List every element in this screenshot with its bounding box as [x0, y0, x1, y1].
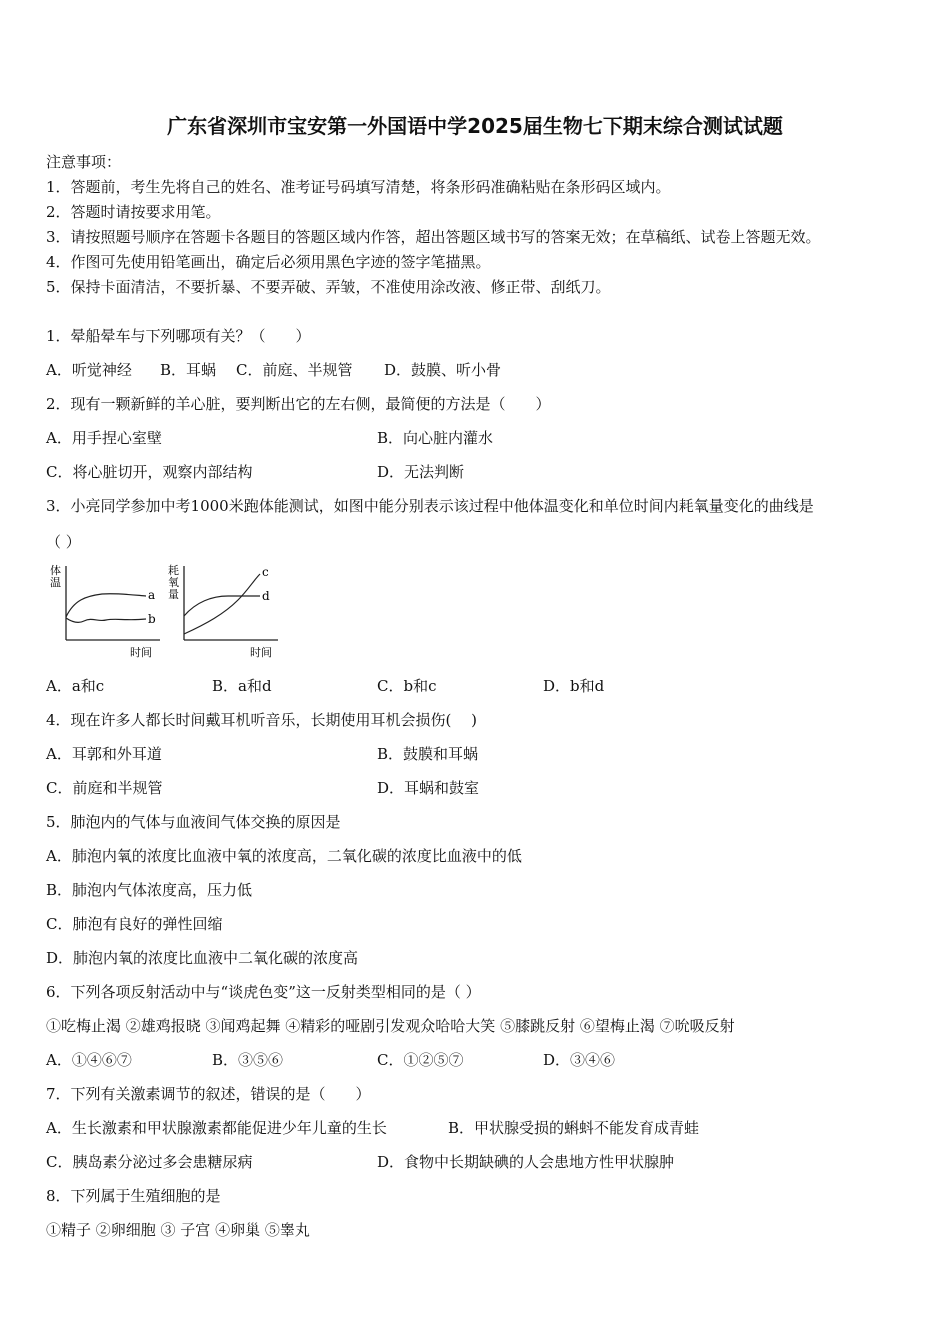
curve-figure — [46, 562, 286, 664]
option-b: B．甲状腺受损的蝌蚪不能发育成青蛙 — [448, 1119, 700, 1137]
note-item: 3．请按照题号顺序在答题卡各题目的答题区域内作答，超出答题区域书写的答案无效；在草稿纸、试卷上答题无效。 — [46, 228, 821, 246]
left-x-label: 时间 — [130, 646, 152, 659]
note-item: 1．答题前，考生先将自己的姓名、准考证号码填写清楚，将条形码准确粘贴在条形码区域内。 — [46, 178, 671, 196]
right-x-label: 时间 — [250, 646, 272, 659]
option-a: A．耳郭和外耳道 — [46, 745, 162, 763]
option-c: C．前庭、半规管 — [236, 361, 353, 379]
option-d: D．耳蜗和鼓室 — [377, 779, 480, 797]
question-stem: 7．下列有关激素调节的叙述，错误的是（ ） — [46, 1085, 371, 1103]
question-stem: 4．现在许多人都长时间戴耳机听音乐，长期使用耳机会损伤( ) — [46, 711, 478, 729]
option-d: D．b和d — [543, 677, 605, 695]
option-c: C．肺泡有良好的弹性回缩 — [46, 915, 223, 933]
option-d: D．③④⑥ — [543, 1051, 616, 1069]
option-d: D．无法判断 — [377, 463, 465, 481]
curve-a-label: a — [148, 588, 156, 602]
option-d: D．食物中长期缺碘的人会患地方性甲状腺肿 — [377, 1153, 675, 1171]
question-stem: 6．下列各项反射活动中与“谈虎色变”这一反射类型相同的是（ ） — [46, 983, 481, 1001]
option-b: B．a和d — [212, 677, 272, 695]
question-stem: 5．肺泡内的气体与血液间气体交换的原因是 — [46, 813, 341, 831]
right-y-label: 耗氧量 — [168, 564, 179, 601]
option-b: B．耳蜗 — [160, 361, 217, 379]
question-stem-bracket: （ ） — [46, 533, 81, 551]
option-c: C．将心脏切开，观察内部结构 — [46, 463, 253, 481]
option-b: B．肺泡内气体浓度高，压力低 — [46, 881, 253, 899]
option-a: A．①④⑥⑦ — [46, 1051, 132, 1069]
question-stem: 2．现有一颗新鲜的羊心脏，要判断出它的左右侧，最简便的方法是（ ） — [46, 395, 551, 413]
option-c: C．前庭和半规管 — [46, 779, 163, 797]
curve-b-label: b — [148, 612, 156, 626]
curve-d-label: d — [262, 589, 270, 603]
question-stem: 3．小亮同学参加中考1000米跑体能测试，如图中能分别表示该过程中他体温变化和单位时间内耗氧量变化的曲线是 — [46, 497, 814, 515]
option-b: B．鼓膜和耳蜗 — [377, 745, 479, 763]
option-a: A．听觉神经 — [46, 361, 132, 379]
option-c: C．胰岛素分泌过多会患糖尿病 — [46, 1153, 253, 1171]
question-stem: 1．晕船晕车与下列哪项有关？（ ） — [46, 327, 311, 345]
option-c: C．①②⑤⑦ — [377, 1051, 464, 1069]
option-a: A．用手捏心室壁 — [46, 429, 162, 447]
option-b: B．向心脏内灌水 — [377, 429, 494, 447]
option-a: A．肺泡内氧的浓度比血液中氧的浓度高，二氧化碳的浓度比血液中的低 — [46, 847, 522, 865]
question-stem: 8．下列属于生殖细胞的是 — [46, 1187, 221, 1205]
curve-c-label: c — [262, 565, 269, 579]
question-items: ①吃梅止渴 ②雄鸡报晓 ③闻鸡起舞 ④精彩的哑剧引发观众哈哈大笑 ⑤膝跳反射 ⑥望梅止渴 ⑦吮吸反射 — [46, 1017, 735, 1035]
option-a: A．生长激素和甲状腺激素都能促进少年儿童的生长 — [46, 1119, 387, 1137]
curve-c — [184, 574, 260, 634]
option-c: C．b和c — [377, 677, 437, 695]
note-item: 2．答题时请按要求用笔。 — [46, 203, 221, 221]
option-d: D．肺泡内氧的浓度比血液中二氧化碳的浓度高 — [46, 949, 359, 967]
option-b: B．③⑤⑥ — [212, 1051, 284, 1069]
left-y-label: 体温 — [50, 564, 61, 589]
curve-a — [66, 594, 146, 617]
note-item: 4．作图可先使用铅笔画出，确定后必须用黑色字迹的签字笔描黑。 — [46, 253, 491, 271]
page-title: 广东省深圳市宝安第一外国语中学2025届生物七下期末综合测试试题 — [167, 114, 783, 138]
notes-heading: 注意事项： — [46, 153, 122, 171]
option-d: D．鼓膜、听小骨 — [384, 361, 502, 379]
question-items: ①精子 ②卵细胞 ③ 子宫 ④卵巢 ⑤睾丸 — [46, 1221, 310, 1239]
option-a: A．a和c — [46, 677, 105, 695]
curve-b — [66, 618, 146, 622]
note-item: 5．保持卡面清洁，不要折暴、不要弄破、弄皱，不准使用涂改液、修正带、刮纸刀。 — [46, 278, 611, 296]
